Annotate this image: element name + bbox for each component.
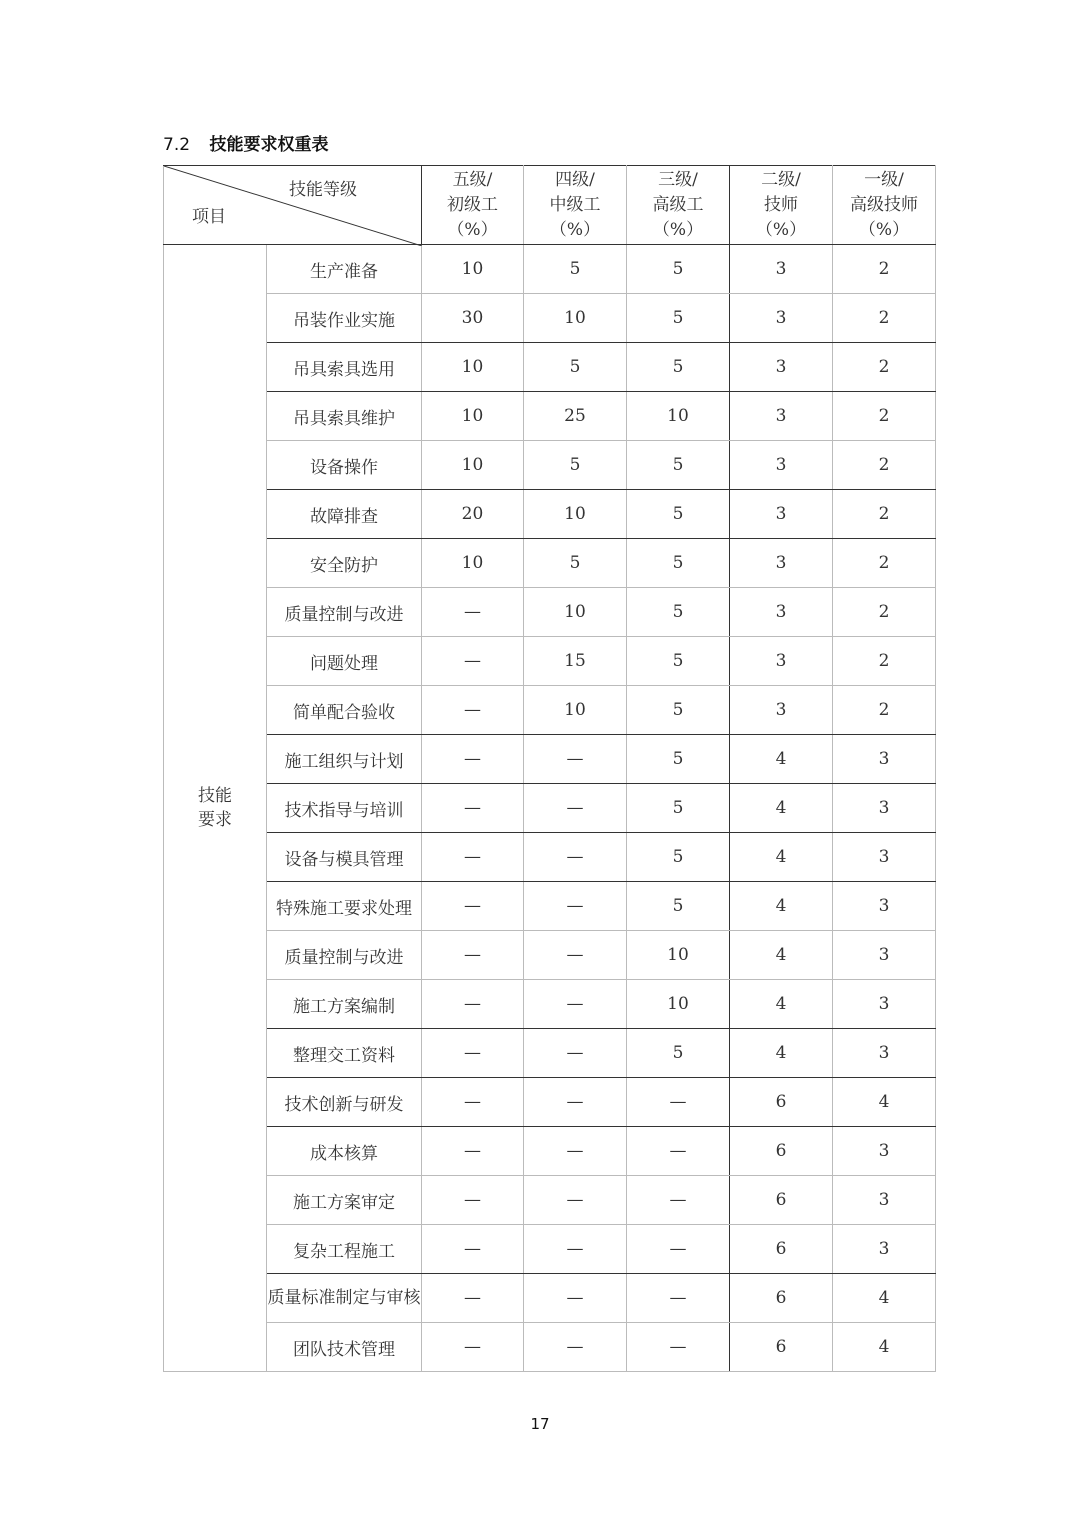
row-item-name: 吊具索具选用 [267,343,422,392]
weight-cell: 5 [627,637,730,686]
weight-cell: — [524,1078,627,1127]
weight-cell: — [422,588,524,637]
weight-cell: 3 [833,980,936,1029]
weight-cell: 3 [730,539,833,588]
row-item-name: 施工方案审定 [267,1176,422,1225]
weight-cell: — [627,1274,730,1323]
section-title: 技能要求权重表 [209,135,329,155]
weight-cell: — [524,784,627,833]
table-row [164,1323,936,1372]
weight-cell: 3 [730,441,833,490]
weight-cell: 2 [833,588,936,637]
table-row [164,637,936,686]
table-body [164,245,936,1372]
table-row [164,1078,936,1127]
weight-cell: — [524,735,627,784]
table-row [164,1176,936,1225]
weight-cell: 5 [627,882,730,931]
table-row [164,392,936,441]
row-item-name: 特殊施工要求处理 [267,882,422,931]
row-item-name: 技术创新与研发 [267,1078,422,1127]
weight-cell: 5 [524,441,627,490]
row-item-name: 故障排查 [267,490,422,539]
weight-cell: 6 [730,1078,833,1127]
weight-cell: — [422,637,524,686]
weight-cell: — [524,1225,627,1274]
weight-cell: 2 [833,490,936,539]
weight-cell: 2 [833,686,936,735]
weight-cell: — [627,1176,730,1225]
row-item-name: 质量控制与改进 [267,588,422,637]
row-item-name: 吊具索具维护 [267,392,422,441]
weight-cell: — [524,833,627,882]
weight-cell: — [422,1225,524,1274]
weight-cell: — [422,686,524,735]
weight-cell: — [422,1274,524,1323]
weight-cell: 3 [833,784,936,833]
weight-cell: 4 [833,1323,936,1372]
weight-cell: 2 [833,294,936,343]
weight-cell: — [422,1323,524,1372]
row-item-name: 简单配合验收 [267,686,422,735]
weight-cell: 3 [730,294,833,343]
weight-cell: 10 [524,686,627,735]
table-row [164,441,936,490]
weight-cell: 2 [833,441,936,490]
weight-cell: 3 [833,833,936,882]
weight-cell: 3 [730,343,833,392]
table-header-row [164,166,936,245]
table-row [164,882,936,931]
weight-cell: — [422,784,524,833]
weight-cell: 2 [833,392,936,441]
page-number: 17 [530,1415,550,1433]
section-number: 7.2 [163,135,191,155]
row-item-name: 施工方案编制 [267,980,422,1029]
weight-cell: 4 [730,882,833,931]
table-row [164,343,936,392]
weight-cell: — [524,882,627,931]
weight-cell: 10 [524,490,627,539]
weight-cell: 10 [422,441,524,490]
weight-cell: — [524,1029,627,1078]
weight-cell: 25 [524,392,627,441]
row-item-name: 设备操作 [267,441,422,490]
weight-cell: 3 [730,490,833,539]
weight-cell: 3 [730,588,833,637]
weight-cell: 5 [627,343,730,392]
row-item-name: 技术指导与培训 [267,784,422,833]
level-header-4: 四级/ 中级工 （%） [524,166,627,245]
weight-cell: 5 [627,784,730,833]
row-item-name: 问题处理 [267,637,422,686]
weight-cell: 5 [627,686,730,735]
weight-cell: 3 [833,735,936,784]
table-row [164,1274,936,1323]
row-item-name: 质量标准制定与审核 [267,1274,422,1323]
weight-cell: 5 [627,1029,730,1078]
weight-cell: 6 [730,1323,833,1372]
table-row [164,245,936,294]
weight-cell: — [422,1127,524,1176]
row-item-name: 施工组织与计划 [267,735,422,784]
weight-cell: 3 [833,1029,936,1078]
level-header-1: 一级/ 高级技师 （%） [833,166,936,245]
level-header-3: 三级/ 高级工 （%） [627,166,730,245]
weight-cell: — [422,833,524,882]
weight-cell: 5 [627,245,730,294]
weight-cell: 30 [422,294,524,343]
row-item-name: 成本核算 [267,1127,422,1176]
row-item-name: 质量控制与改进 [267,931,422,980]
table-row [164,686,936,735]
weight-cell: 10 [422,539,524,588]
table-row [164,735,936,784]
weight-cell: 5 [627,441,730,490]
weight-cell: 3 [730,392,833,441]
weight-cell: 5 [524,539,627,588]
table-row [164,588,936,637]
weight-cell: 4 [730,784,833,833]
weight-cell: — [422,735,524,784]
row-item-name: 设备与模具管理 [267,833,422,882]
weight-cell: — [422,882,524,931]
weight-cell: 3 [833,1225,936,1274]
weight-cell: — [524,931,627,980]
table-row [164,1225,936,1274]
weight-cell: — [524,1323,627,1372]
weight-cell: 5 [524,343,627,392]
weight-cell: 5 [524,245,627,294]
weight-cell: 4 [730,833,833,882]
weight-cell: 5 [627,539,730,588]
weight-cell: 5 [627,490,730,539]
level-header-5: 五级/ 初级工 （%） [422,166,524,245]
weight-cell: 10 [524,588,627,637]
weight-cell: — [422,1176,524,1225]
weight-cell: 5 [627,833,730,882]
weight-cell: 6 [730,1127,833,1176]
weight-cell: 3 [730,245,833,294]
weight-cell: 4 [833,1078,936,1127]
weight-cell: 10 [627,392,730,441]
weight-cell: 2 [833,637,936,686]
item-label: 项目 [192,207,226,227]
table-row [164,539,936,588]
weight-cell: — [627,1078,730,1127]
row-item-name: 吊装作业实施 [267,294,422,343]
row-item-name: 整理交工资料 [267,1029,422,1078]
category-cell: 技能 要求 [164,245,267,1372]
weight-cell: 3 [730,637,833,686]
weight-cell: 2 [833,343,936,392]
weight-cell: — [524,1274,627,1323]
weight-cell: 20 [422,490,524,539]
weight-cell: 15 [524,637,627,686]
level-header-2: 二级/ 技师 （%） [730,166,833,245]
table-row [164,490,936,539]
weight-cell: 6 [730,1274,833,1323]
row-item-name: 生产准备 [267,245,422,294]
section-heading [163,130,328,155]
weight-cell: 2 [833,539,936,588]
weight-cell: 10 [627,980,730,1029]
skill-weight-table [163,165,936,1372]
weight-cell: — [627,1323,730,1372]
weight-cell: 10 [524,294,627,343]
weight-cell: 3 [833,931,936,980]
weight-cell: 3 [833,882,936,931]
weight-cell: — [422,1078,524,1127]
weight-cell: 6 [730,1176,833,1225]
skill-level-label: 技能等级 [289,180,357,200]
weight-cell: 5 [627,735,730,784]
weight-cell: 5 [627,294,730,343]
weight-cell: 2 [833,245,936,294]
weight-cell: — [627,1127,730,1176]
table-row [164,931,936,980]
table-row [164,1127,936,1176]
table-row [164,833,936,882]
weight-cell: 4 [833,1274,936,1323]
weight-cell: 4 [730,931,833,980]
weight-cell: 4 [730,735,833,784]
table-row [164,294,936,343]
weight-cell: — [422,980,524,1029]
row-item-name: 复杂工程施工 [267,1225,422,1274]
weight-cell: — [524,980,627,1029]
weight-cell: 10 [422,245,524,294]
weight-cell: 4 [730,980,833,1029]
weight-cell: 10 [627,931,730,980]
weight-cell: — [524,1176,627,1225]
weight-cell: 3 [833,1127,936,1176]
table-row [164,980,936,1029]
weight-cell: 4 [730,1029,833,1078]
weight-cell: — [422,1029,524,1078]
table-row [164,784,936,833]
weight-cell: 6 [730,1225,833,1274]
weight-cell: 5 [627,588,730,637]
weight-cell: — [627,1225,730,1274]
row-item-name: 安全防护 [267,539,422,588]
diagonal-header-cell [164,166,422,245]
weight-cell: — [422,931,524,980]
weight-cell: — [524,1127,627,1176]
weight-cell: 3 [833,1176,936,1225]
weight-cell: 10 [422,392,524,441]
table-row [164,1029,936,1078]
weight-cell: 3 [730,686,833,735]
row-item-name: 团队技术管理 [267,1323,422,1372]
weight-cell: 10 [422,343,524,392]
